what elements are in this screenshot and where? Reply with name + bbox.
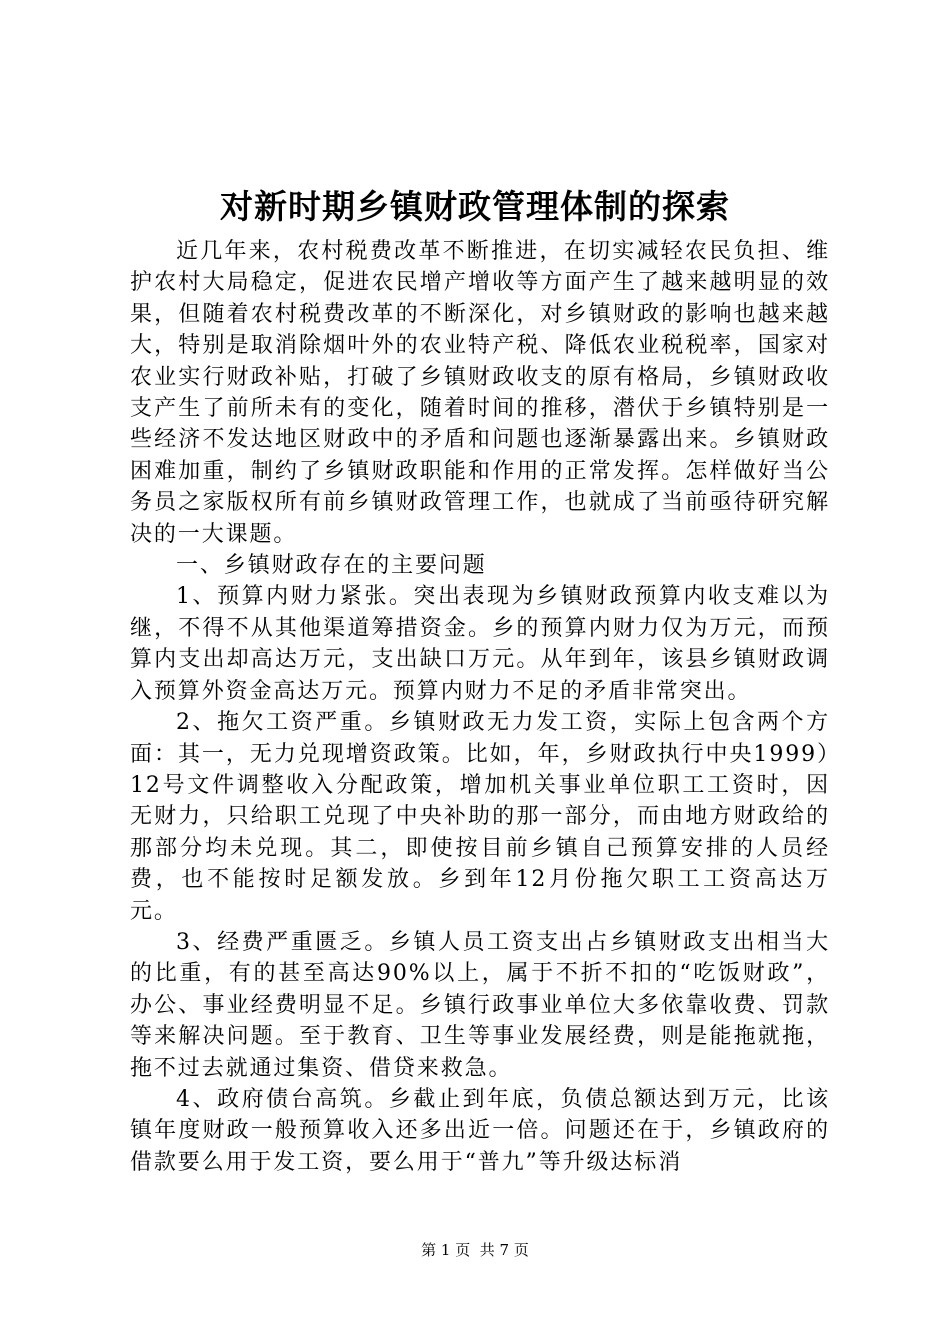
page-footer (0, 1240, 950, 1260)
problem-paragraph-4: 4、政府债台高筑。乡截止到年底，负债总额达到万元，比该镇年度财政一般预算收入还多出近一倍。问题还在于，乡镇政府的借款要么用于发工资，要么用于“普九”等升级达标消 (130, 1086, 830, 1175)
document-title: 对新时期乡镇财政管理体制的探索 (220, 187, 730, 226)
problem-paragraph-1: 1、预算内财力紧张。突出表现为乡镇财政预算内收支难以为继，不得不从其他渠道筹措资金。乡的预算内财力仅为万元，而预算内支出却高达万元，支出缺口万元。从年到年，该县乡镇财政调入预算外资金高达万元。预算内财力不足的矛盾非常突出。 (130, 584, 830, 704)
document-body (130, 236, 830, 1178)
problem-paragraph-3: 3、经费严重匮乏。乡镇人员工资支出占乡镇财政支出相当大的比重，有的甚至高达90%以上，属于不折不扣的“吃饭财政”，办公、事业经费明显不足。乡镇行政事业单位大多依靠收费、罚款等来解决问题。至于教育、卫生等事业发展经费，则是能拖就拖，拖不过去就通过集资、借贷来救急。 (130, 929, 830, 1081)
intro-paragraph: 近几年来，农村税费改革不断推进，在切实减轻农民负担、维护农村大局稳定，促进农民增产增收等方面产生了越来越明显的效果，但随着农村税费改革的不断深化，对乡镇财政的影响也越来越大，特别是取消除烟叶外的农业特产税、降低农业税税率，国家对农业实行财政补贴，打破了乡镇财政收支的原有格局，乡镇财政收支产生了前所未有的变化，随着时间的推移，潜伏于乡镇特别是一些经济不发达地区财政中的矛盾和问题也逐渐暴露出来。乡镇财政困难加重，制约了乡镇财政职能和作用的正常发挥。怎样做好当公务员之家版权所有前乡镇财政管理工作，也就成了当前亟待研究解决的一大课题。 (130, 239, 830, 547)
problem-paragraph-2: 2、拖欠工资严重。乡镇财政无力发工资，实际上包含两个方面：其一，无力兑现增资政策。比如，年，乡财政执行中央1999）12号文件调整收入分配政策，增加机关事业单位职工工资时，因无财力，只给职工兑现了中央补助的那一部分，而由地方财政给的那部分均未兑现。其二，即使按目前乡镇自己预算安排的人员经费，也不能按时足额发放。乡到年12月份拖欠职工工资高达万元。 (130, 710, 830, 924)
page-number: 第 1 页 共 7 页 (421, 1241, 529, 1259)
section-heading: 一、乡镇财政存在的主要问题 (176, 553, 487, 579)
